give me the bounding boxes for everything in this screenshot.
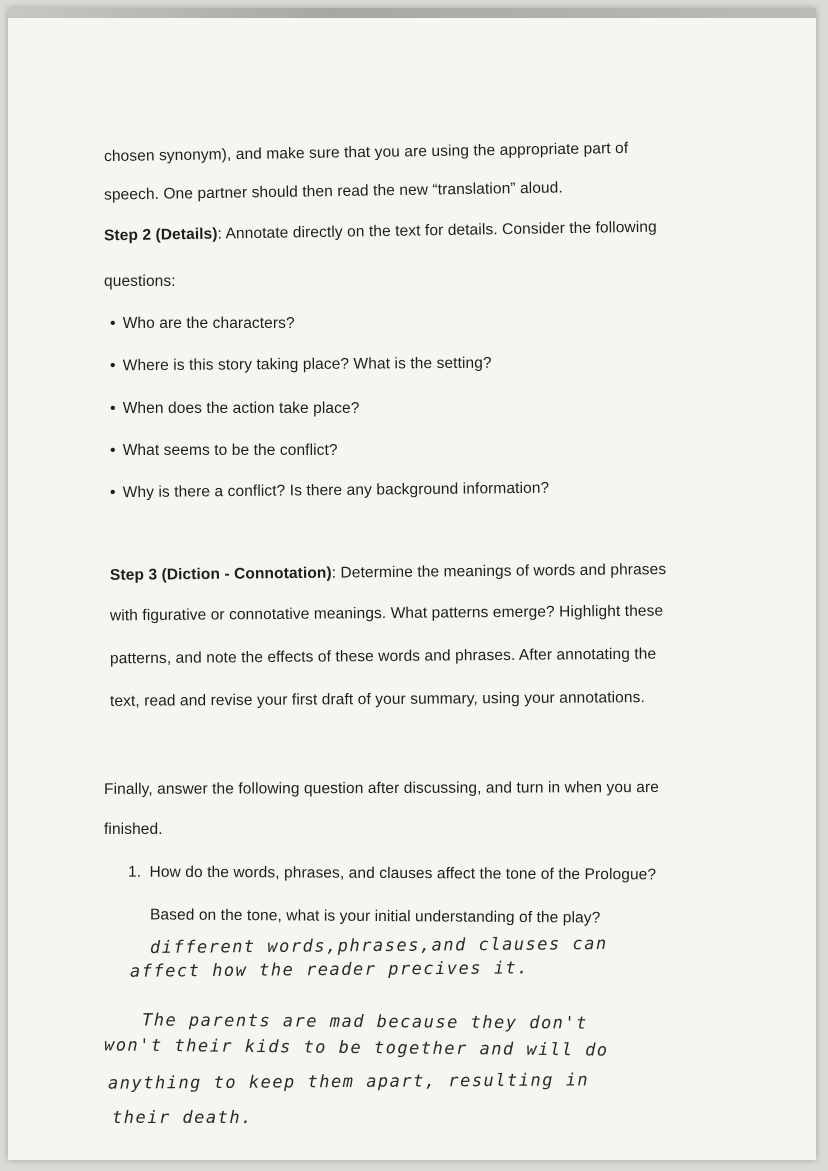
question-number: 1. bbox=[127, 863, 142, 881]
question-bullet: • Where is this story taking place? What is the setting? bbox=[110, 355, 492, 376]
step3-line-4: text, read and revise your first draft of your summary, using your annotations. bbox=[109, 689, 645, 710]
handwritten-answer-line: anything to keep them apart, resulting in bbox=[107, 1070, 590, 1094]
question-1-line-2: Based on the tone, what is your initial understanding of the play? bbox=[149, 906, 601, 927]
step3-line-3: patterns, and note the effects of these words and phrases. After annotating the bbox=[109, 645, 657, 668]
step2-line bbox=[104, 219, 657, 246]
question-1 bbox=[128, 864, 656, 885]
question-text: How do the words, phrases, and clauses affect the tone of the Prologue? bbox=[149, 863, 657, 884]
worksheet-page bbox=[8, 8, 816, 1160]
handwritten-answer-line: their death. bbox=[112, 1108, 253, 1128]
handwritten-answer-line: won't their kids to be together and will do bbox=[103, 1035, 609, 1061]
scan-top-edge bbox=[8, 8, 816, 18]
step2-continuation: questions: bbox=[104, 273, 176, 290]
question-bullet: • When does the action take place? bbox=[110, 400, 359, 418]
question-bullet: • What seems to be the conflict? bbox=[110, 442, 338, 460]
intro-line-2: speech. One partner should then read the new “translation” aloud. bbox=[103, 179, 563, 204]
step3-line-1 bbox=[110, 561, 666, 585]
handwritten-answer-line: different words,phrases,and clauses can bbox=[149, 934, 608, 958]
step2-heading: Step 2 (Details) bbox=[103, 225, 218, 245]
final-line-2: finished. bbox=[104, 821, 163, 838]
handwritten-answer-line: affect how the reader precives it. bbox=[129, 958, 530, 982]
question-bullet: • Who are the characters? bbox=[110, 315, 295, 333]
intro-line-1: chosen synonym), and make sure that you are using the appropriate part of bbox=[103, 139, 629, 166]
handwritten-answer-line: The parents are mad because they don't bbox=[141, 1010, 589, 1034]
step3-heading: Step 3 (Diction - Connotation) bbox=[109, 564, 332, 584]
step3-line-2: with figurative or connotative meanings. What patterns emerge? Highlight these bbox=[109, 602, 664, 625]
final-line-1: Finally, answer the following question after discussing, and turn in when you are bbox=[103, 779, 659, 798]
step3-text: : Determine the meanings of words and phrases bbox=[331, 561, 667, 582]
question-bullet: • Why is there a conflict? Is there any background information? bbox=[110, 480, 549, 503]
step2-text: : Annotate directly on the text for details. Consider the following bbox=[217, 218, 657, 243]
